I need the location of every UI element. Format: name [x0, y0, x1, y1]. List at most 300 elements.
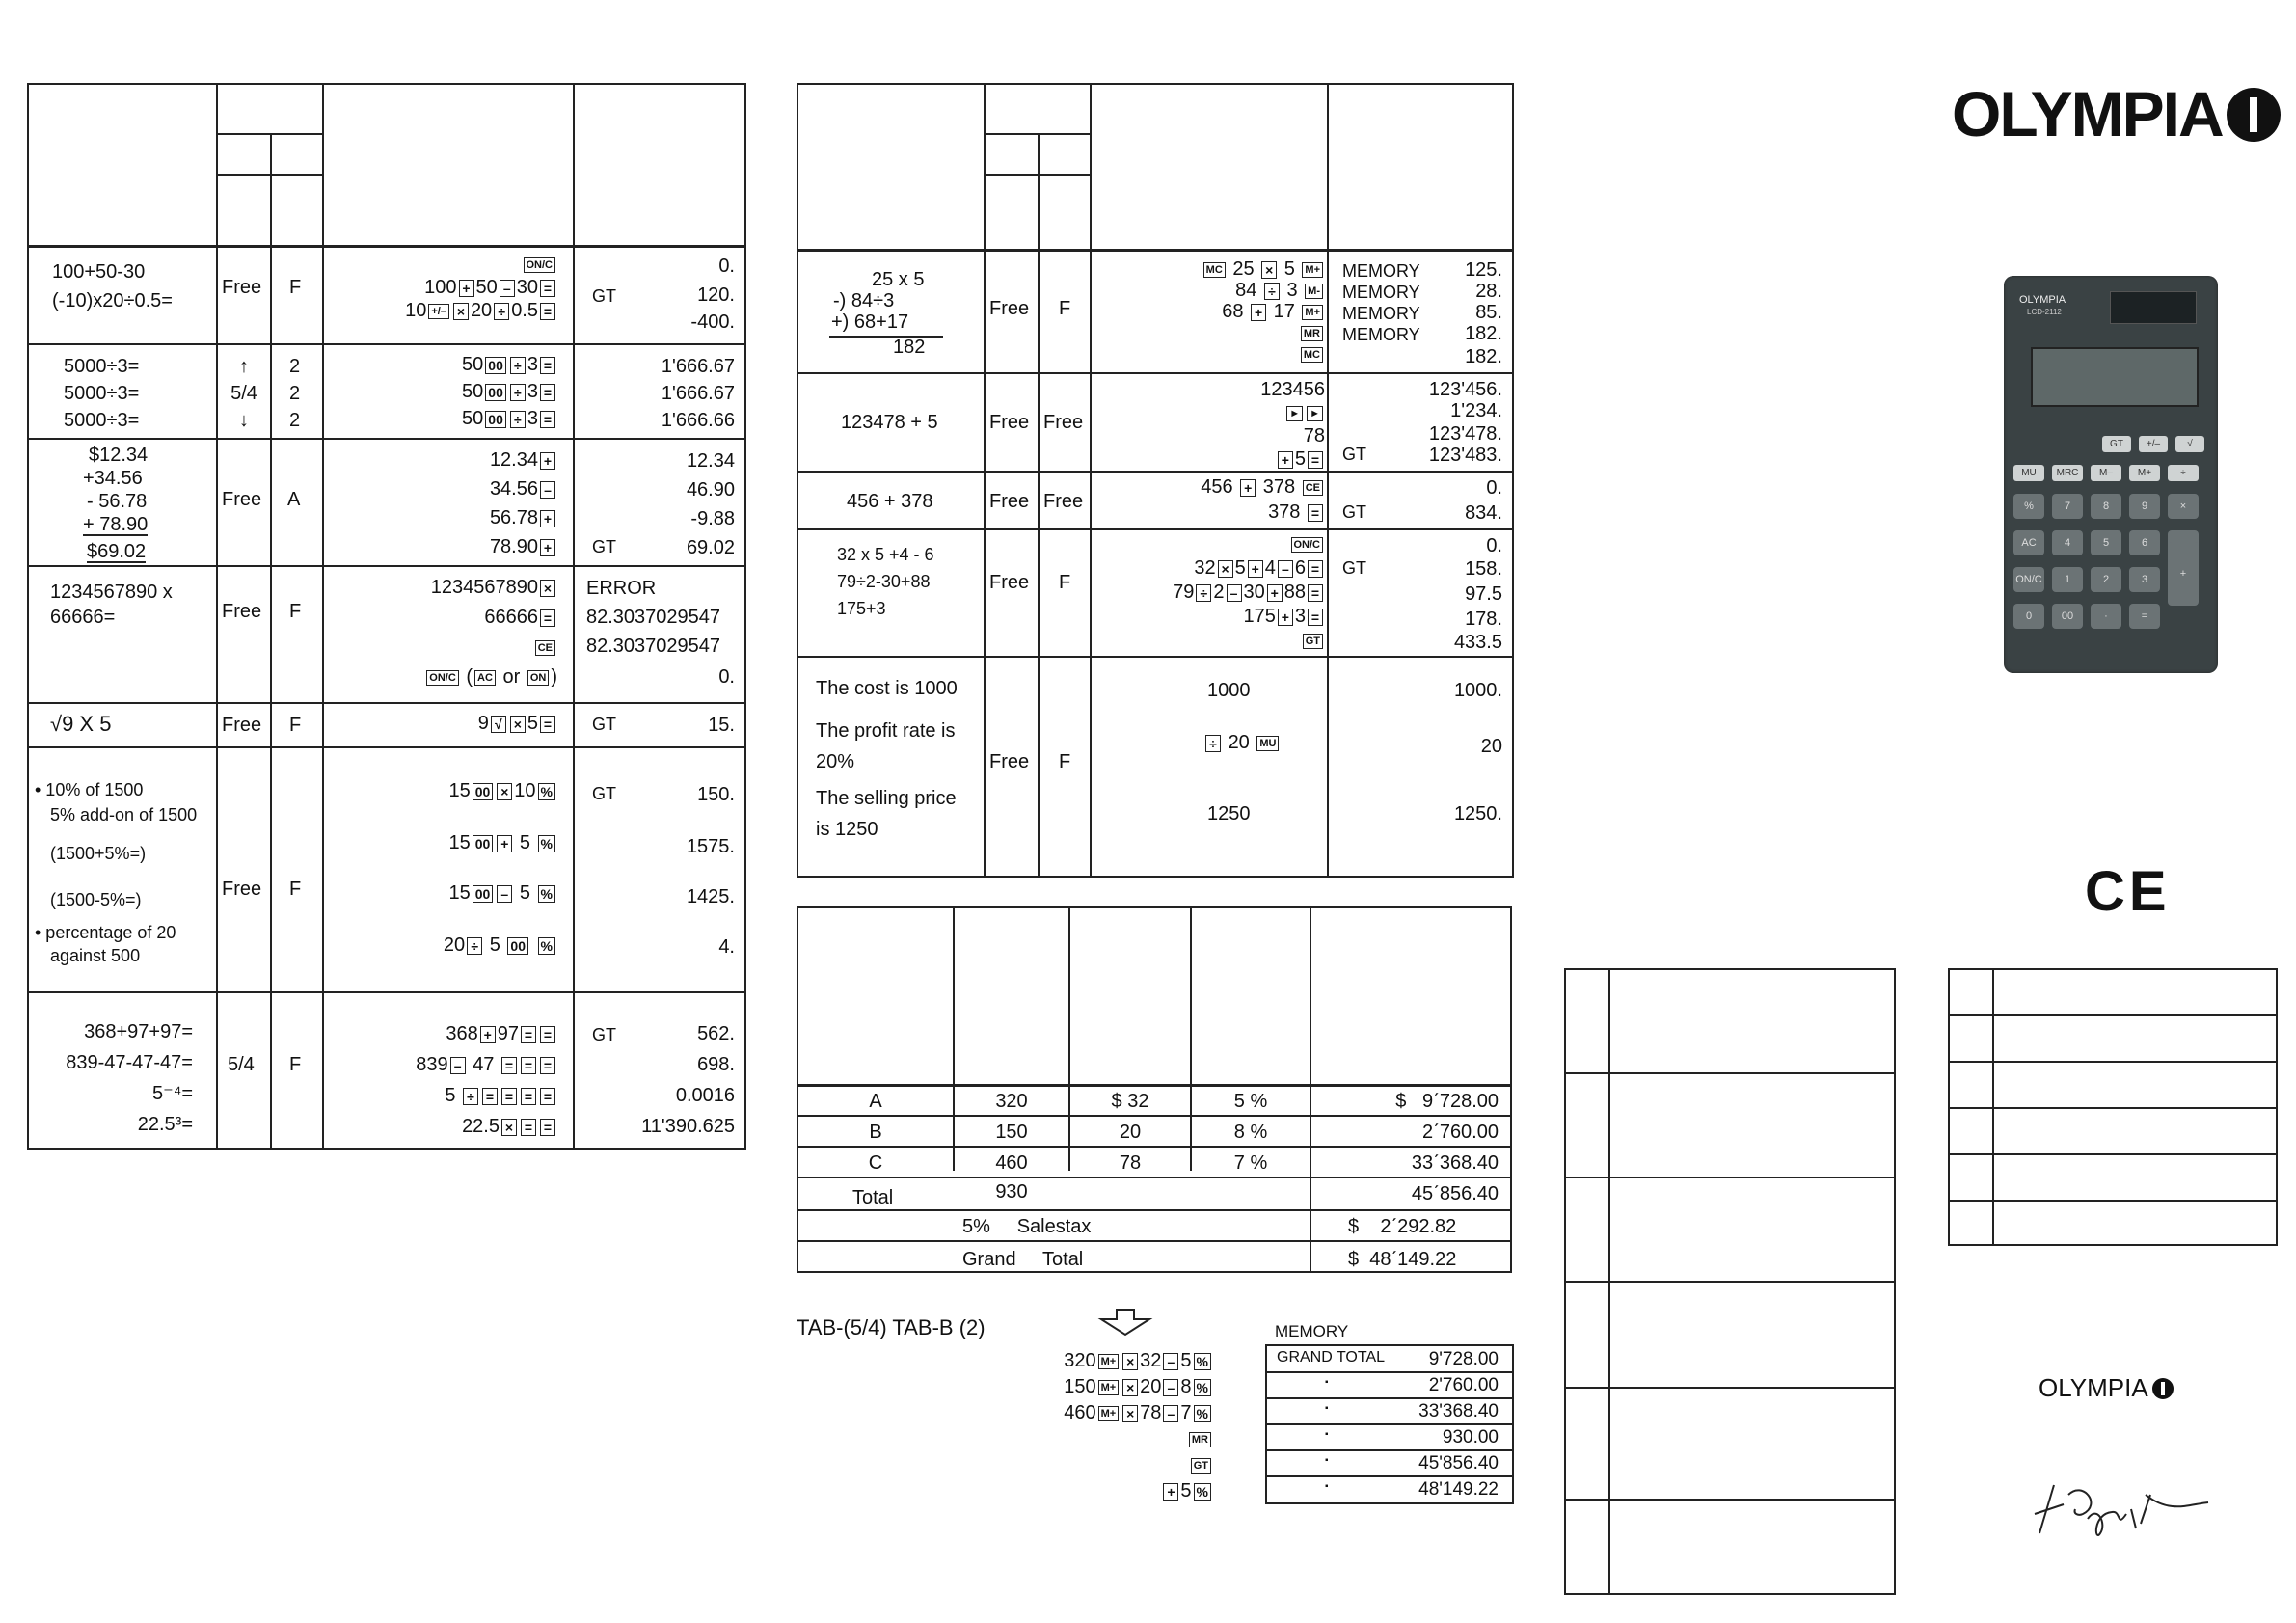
t2-r4-d4: 178.: [1465, 609, 1502, 630]
t2-r1-mem-1: MEMORY: [1342, 261, 1420, 281]
t3-row-2-amount: 33ˊ368.40: [1411, 1152, 1499, 1174]
key-percent: %: [538, 937, 555, 955]
r2-example-3: 5000÷3=: [64, 410, 140, 431]
r6-l3-a: 15: [448, 882, 471, 904]
t2-r5-d3: 1250.: [1453, 803, 1502, 825]
t2-r3-d2: 834.: [1465, 502, 1502, 524]
t2-r1-d2: 28.: [1475, 281, 1502, 302]
memory-row-value: 45'856.40: [1418, 1453, 1499, 1474]
r3-display-2: 46.90: [686, 479, 735, 500]
r3-example-4: + 78.90: [83, 514, 149, 535]
t2-r2-d1: 123'456.: [1428, 379, 1502, 400]
key-divide: ÷: [510, 357, 526, 374]
t2-r1-ex-3: +) 68+17: [831, 311, 909, 333]
r6-example-1: • 10% of 1500: [35, 780, 144, 799]
calc-key: MRC: [2052, 465, 2083, 481]
r4-s2: 66666: [484, 607, 538, 628]
t2-r4-l3-0: 175: [1243, 606, 1276, 627]
r4-mode: F: [289, 601, 302, 622]
r3-example-2: +34.56: [83, 468, 143, 489]
memory-row-value: 48'149.22: [1418, 1479, 1499, 1500]
r2-keys: [462, 351, 557, 432]
key-times: ×: [1218, 560, 1233, 578]
t2-r1-d5: 182.: [1465, 346, 1502, 367]
seq-value: 5: [1180, 1350, 1192, 1371]
r6-mode: F: [289, 879, 302, 900]
memory-row-value: 33'368.40: [1418, 1401, 1499, 1421]
t2-r3-ex: 456 + 378: [847, 491, 933, 512]
r1-s5: 20: [470, 300, 493, 321]
r2-s1: 50: [462, 354, 484, 375]
calculator-image: [2004, 276, 2218, 673]
t3-total-label: Total: [852, 1187, 894, 1208]
r7-display-1: 562.: [697, 1023, 735, 1044]
r7-display-2: 698.: [697, 1054, 735, 1075]
key-equals: =: [482, 1088, 498, 1105]
r7-example-1: 368+97+97=: [84, 1021, 193, 1042]
key-times: ×: [497, 783, 512, 800]
r7-l3-a: 5: [445, 1085, 456, 1106]
r3-gt: GT: [592, 537, 616, 556]
r4-tab: Free: [222, 601, 262, 622]
memory-row-mark: ▪: [1325, 1429, 1329, 1440]
t2-r4-l2-6: 88: [1283, 582, 1306, 603]
calc-key: ×: [2168, 494, 2199, 519]
memory-gt-label: GRAND TOTAL: [1277, 1349, 1386, 1366]
calc-key: 6: [2129, 530, 2160, 555]
r6-keys-3: [448, 881, 557, 905]
key-right-arrow: ►: [1307, 406, 1323, 421]
t2-r5-mode: F: [1059, 751, 1071, 772]
t2-r4-d1: 0.: [1486, 535, 1502, 556]
r7-l1-b: 97: [497, 1023, 519, 1044]
r4-display-3: 82.3037029547: [586, 636, 721, 657]
calc-key: 00: [2052, 604, 2083, 629]
r2-s1: 50: [462, 381, 484, 402]
key-minus: –: [1163, 1379, 1178, 1396]
r2-s2: 3: [527, 408, 538, 429]
key-mr: MR: [1301, 326, 1323, 341]
r4-paren-open: (: [466, 666, 473, 688]
t2-r4-ex-3: 175+3: [837, 599, 886, 618]
key-percent: %: [1194, 1405, 1211, 1422]
calc-model: LCD-2112: [2027, 308, 2062, 316]
t2-r4-ex-1: 32 x 5 +4 - 6: [837, 545, 934, 564]
key-00: 00: [473, 835, 494, 852]
seq-value: 7: [1180, 1402, 1192, 1423]
memory-row-mark: ▪: [1325, 1455, 1329, 1466]
calc-key: ÷: [2168, 465, 2199, 481]
r7-display-3: 0.0016: [675, 1085, 735, 1106]
key-ce: CE: [535, 640, 555, 656]
key-equals: =: [540, 1088, 555, 1105]
key-sqrt: √: [491, 716, 506, 733]
r3-display-3: -9.88: [690, 508, 735, 529]
key-equals: =: [1308, 584, 1323, 602]
calc-key: 1: [2052, 567, 2083, 592]
key-on: ON: [527, 670, 550, 686]
r5-mode: F: [289, 715, 302, 736]
signature-image: [2025, 1475, 2218, 1553]
key-mplus: M+: [1302, 262, 1323, 278]
r6-display-4: 4.: [718, 936, 735, 958]
r1-s4: 10: [405, 300, 427, 321]
t2-r5-tab: Free: [989, 751, 1030, 772]
calc-key: =: [2129, 604, 2160, 629]
t2-r2-tab: Free: [989, 412, 1030, 433]
seq-last-value: 5: [1180, 1480, 1192, 1501]
r3-example-5: $69.02: [87, 541, 147, 562]
r1-s2: 50: [475, 277, 498, 298]
t2-r3-d1: 0.: [1486, 477, 1502, 499]
r5-gt: GT: [592, 715, 616, 734]
calc-display: [2031, 347, 2199, 407]
key-percent: %: [1194, 1483, 1211, 1501]
calc-key: 3: [2129, 567, 2160, 592]
t2-r1-keys: [1202, 258, 1325, 365]
t2-r4-mode: F: [1059, 572, 1071, 593]
memory-box: [1265, 1344, 1514, 1504]
key-mplus: M+: [1098, 1406, 1120, 1421]
logo-text: OLYMPIA: [1952, 78, 2223, 149]
r3-display-4: 69.02: [686, 537, 735, 558]
calc-key: +/–: [2139, 436, 2168, 452]
t2-r1-b3: 17: [1273, 301, 1295, 322]
key-minus: –: [540, 481, 555, 499]
t2-r5-ex-1: The cost is 1000: [816, 678, 958, 699]
key-times: ×: [501, 1119, 517, 1136]
r1-s3: 30: [516, 277, 538, 298]
key-mu: MU: [1256, 736, 1279, 751]
t2-r4-keys: [1173, 532, 1325, 653]
r1-display-1: 0.: [718, 256, 735, 277]
t2-r2-d4: 123'483.: [1428, 445, 1502, 466]
r4-paren-close: ): [551, 666, 557, 688]
r7-example-4: 22.5³=: [137, 1114, 193, 1135]
r2-display-2: 1'666.67: [661, 383, 735, 404]
t3-row-1-amount: 2ˊ760.00: [1422, 1122, 1499, 1143]
key-00: 00: [473, 885, 494, 903]
key-plus: +: [1240, 479, 1256, 497]
r6-example-6: against 500: [50, 946, 141, 965]
r2-tab-1: ↑: [239, 356, 249, 377]
logo-info-icon: [2227, 88, 2281, 142]
key-plusminus: +/–: [428, 304, 449, 319]
key-equals: =: [540, 1057, 555, 1074]
r3-display-1: 12.34: [686, 450, 735, 472]
r5-example: √9 X 5: [50, 712, 112, 736]
ce-mark: CE: [2085, 860, 2171, 923]
small-logo-text: OLYMPIA: [2039, 1373, 2148, 1402]
r3-s3: 56.78: [489, 507, 538, 528]
key-plus: +: [1248, 560, 1263, 578]
t3-row-2-n: C: [868, 1152, 883, 1174]
key-equals: =: [501, 1057, 517, 1074]
calc-key: 9: [2129, 494, 2160, 519]
r2-tab-3: ↓: [239, 410, 249, 431]
key-plus: +: [497, 835, 512, 852]
t2-r4-l2-0: 79: [1173, 582, 1195, 603]
key-times: ×: [1122, 1379, 1138, 1396]
r7-l2-b: 47: [473, 1054, 495, 1075]
invoice-key-sequence: [1064, 1348, 1213, 1504]
seq-value: 32: [1140, 1350, 1162, 1371]
key-equals: =: [521, 1119, 536, 1136]
r2-tab-2: 5/4: [230, 383, 257, 404]
calc-key: 5: [2091, 530, 2121, 555]
key-00: 00: [473, 783, 494, 800]
r2-display-3: 1'666.66: [661, 410, 735, 431]
r2-mode-1: 2: [289, 356, 301, 377]
example-table-2: [797, 83, 1514, 878]
key-plus: +: [1278, 451, 1293, 469]
calc-key: ·: [2091, 604, 2121, 629]
key-gt: GT: [1303, 634, 1323, 649]
t2-r5-d1: 1000.: [1453, 680, 1502, 701]
t3-grand-amount: $ 48ˊ149.22: [1348, 1249, 1457, 1270]
r3-keys: [490, 446, 557, 561]
calc-key: 4: [2052, 530, 2083, 555]
t3-row-1-n: B: [869, 1122, 882, 1143]
r1-display-2: 120.: [697, 284, 735, 306]
t3-row-0-n: A: [869, 1091, 882, 1112]
key-onc: ON/C: [426, 670, 459, 686]
t3-tax-label: 5% Salestax: [962, 1216, 1092, 1237]
r7-tab: 5/4: [228, 1054, 255, 1075]
example-table-1: [27, 83, 746, 1150]
t2-r1-ex-2: -) 84÷3: [833, 290, 895, 311]
key-minus: –: [497, 885, 512, 903]
r7-keys: [416, 1018, 557, 1142]
t2-r5-ex-3: 20%: [816, 751, 855, 772]
key-00: 00: [485, 384, 506, 401]
t2-r2-s1: 123456: [1260, 379, 1325, 400]
r2-mode-2: 2: [289, 383, 301, 404]
r2-example-2: 5000÷3=: [64, 383, 140, 404]
r4-s1: 1234567890: [430, 577, 538, 598]
key-plus: +: [459, 280, 474, 297]
key-times: ×: [1122, 1405, 1138, 1422]
key-equals: =: [540, 411, 555, 428]
r4-or: or: [502, 666, 521, 688]
t2-r5-s2: 20: [1228, 732, 1250, 753]
t2-r1-mem-4: MEMORY: [1342, 325, 1420, 344]
r6-display-1: 150.: [697, 784, 735, 805]
r5-keys: [478, 712, 557, 735]
t3-row-0-amount: $ 9ˊ728.00: [1395, 1091, 1499, 1112]
t2-r5-ex-4: The selling price: [816, 788, 957, 809]
t2-r4-l1-0: 32: [1194, 557, 1216, 579]
r1-example-1: 100+50-30: [52, 261, 146, 283]
key-divide: ÷: [1264, 283, 1280, 300]
t2-r1-a1: 25: [1232, 258, 1255, 280]
key-equals: =: [501, 1088, 517, 1105]
r6-keys-4: [444, 933, 557, 957]
r4-display-1: ERROR: [586, 578, 657, 599]
r4-display-2: 82.3037029547: [586, 607, 721, 628]
r7-mode: F: [289, 1054, 302, 1075]
t2-r1-mem-3: MEMORY: [1342, 304, 1420, 323]
key-equals: =: [540, 357, 555, 374]
r2-example-1: 5000÷3=: [64, 356, 140, 377]
r6-example-4: (1500-5%=): [50, 890, 142, 909]
t2-r5-d2: 20: [1480, 736, 1502, 757]
t2-r5-s1: 1000: [1207, 680, 1251, 701]
t3-row-0-q: 320: [995, 1091, 1028, 1112]
t2-r4-d2: 158.: [1465, 558, 1502, 580]
blank-table-b: [1948, 968, 2278, 1246]
calc-key: √: [2175, 436, 2204, 452]
r2-s2: 3: [527, 381, 538, 402]
key-mplus: M+: [1098, 1354, 1120, 1369]
calc-key: +: [2168, 542, 2199, 606]
t2-r1-b2: 3: [1286, 280, 1298, 301]
t2-r4-l2-2: 2: [1213, 582, 1225, 603]
t2-r1-mem-2: MEMORY: [1342, 283, 1420, 302]
key-equals: =: [1308, 609, 1323, 626]
calc-brand: OLYMPIA: [2019, 294, 2066, 306]
key-times: ×: [510, 716, 526, 733]
r5-s2: 5: [527, 713, 538, 734]
r1-display-3: -400.: [690, 311, 735, 333]
r7-example-3: 5⁻⁴=: [152, 1083, 193, 1104]
t2-r2-d2: 1'234.: [1450, 400, 1502, 421]
t2-r3-gt: GT: [1342, 502, 1366, 522]
key-equals: =: [540, 303, 555, 320]
seq-value: 8: [1180, 1376, 1192, 1397]
r6-keys-1: [448, 779, 557, 802]
t3-row-0-p: $ 32: [1111, 1091, 1149, 1112]
r2-mode-3: 2: [289, 410, 301, 431]
t2-r4-l1-2: 5: [1234, 557, 1246, 579]
memory-row-value: 930.00: [1442, 1427, 1499, 1447]
r3-mode: A: [287, 489, 301, 510]
t2-r1-mode: F: [1059, 298, 1071, 319]
t2-r4-l3-2: 3: [1294, 606, 1306, 627]
seq-value: 150: [1064, 1376, 1096, 1397]
key-plus: +: [1278, 609, 1293, 626]
t2-r1-ex-4: 182: [893, 337, 926, 358]
t2-r1-d3: 85.: [1475, 302, 1502, 323]
key-00: 00: [485, 411, 506, 428]
r1-mode: F: [289, 277, 302, 298]
t3-total-qty: 930: [995, 1181, 1028, 1203]
t2-r3-keys: [1201, 474, 1325, 525]
key-equals: =: [521, 1088, 536, 1105]
t2-r1-d4: 182.: [1465, 323, 1502, 344]
memory-row-mark: ▪: [1325, 1403, 1329, 1414]
seq-value: 78: [1140, 1402, 1162, 1423]
key-percent: %: [538, 783, 555, 800]
r6-example-2: 5% add-on of 1500: [50, 805, 198, 825]
t3-row-2-q: 460: [995, 1152, 1028, 1174]
t3-row-0-pct: 5 %: [1233, 1091, 1268, 1112]
t2-r4-l2-4: 30: [1243, 582, 1265, 603]
key-equals: =: [1308, 451, 1323, 469]
memory-box-title: MEMORY: [1275, 1322, 1349, 1340]
r2-s1: 50: [462, 408, 484, 429]
r6-keys-2: [448, 831, 557, 854]
key-mc: MC: [1301, 347, 1323, 363]
key-onc: ON/C: [524, 257, 556, 273]
key-mplus: M+: [1098, 1380, 1120, 1395]
t2-r4-gt: GT: [1342, 558, 1366, 578]
t3-row-2-pct: 7 %: [1233, 1152, 1268, 1174]
t2-r4-l1-4: 4: [1264, 557, 1276, 579]
r6-display-2: 1575.: [686, 836, 735, 857]
r6-l2-a: 15: [448, 832, 471, 853]
key-equals: =: [540, 1026, 555, 1043]
tab-setting-label: TAB-(5/4) TAB-B (2): [797, 1315, 986, 1339]
t2-r3-s3: 378: [1268, 501, 1301, 523]
key-minus: –: [1163, 1353, 1178, 1370]
r6-l3-b: 5: [519, 882, 530, 904]
key-divide: ÷: [510, 411, 526, 428]
key-equals: =: [521, 1057, 536, 1074]
t2-r1-d1: 125.: [1465, 259, 1502, 281]
t2-r1-tab: Free: [989, 298, 1030, 319]
t2-r4-d5: 433.5: [1453, 632, 1502, 653]
r7-l2-a: 839: [416, 1054, 448, 1075]
key-times: ×: [1261, 261, 1277, 279]
t2-r4-tab: Free: [989, 572, 1030, 593]
key-minus: –: [500, 280, 515, 297]
r1-gt: GT: [592, 286, 616, 306]
r7-l1-a: 368: [446, 1023, 478, 1044]
r7-display-4: 11'390.625: [641, 1116, 735, 1137]
key-minus: –: [1163, 1405, 1178, 1422]
t2-r2-ex: 123478 + 5: [841, 412, 938, 433]
key-equals: =: [1308, 560, 1323, 578]
calc-key: MU: [2013, 465, 2044, 481]
key-equals: =: [540, 1119, 555, 1136]
key-equals: =: [1308, 504, 1323, 522]
calc-key: AC: [2013, 530, 2044, 555]
calc-key: 0: [2013, 604, 2044, 629]
calc-key: 7: [2052, 494, 2083, 519]
memory-row-value: 2'760.00: [1428, 1375, 1499, 1395]
r6-l1-b: 10: [514, 780, 536, 801]
r3-s4: 78.90: [489, 536, 538, 557]
key-percent: %: [538, 885, 555, 903]
key-minus: –: [450, 1057, 466, 1074]
arrow-down-icon: [1097, 1308, 1153, 1337]
blank-table-a: [1564, 968, 1896, 1595]
key-times: ×: [540, 580, 555, 597]
r3-s1: 12.34: [489, 449, 538, 471]
t2-r4-l1-6: 6: [1294, 557, 1306, 579]
r6-display-3: 1425.: [686, 886, 735, 907]
invoice-table: [797, 906, 1512, 1273]
r6-gt: GT: [592, 784, 616, 803]
key-ac: AC: [474, 670, 496, 686]
key-minus: –: [1278, 560, 1293, 578]
key-mr: MR: [1189, 1432, 1211, 1447]
r6-l2-b: 5: [519, 832, 530, 853]
t2-r2-gt: GT: [1342, 445, 1366, 464]
t2-r3-s1: 456: [1201, 476, 1233, 498]
r2-display-1: 1'666.67: [661, 356, 735, 377]
r3-s2: 34.56: [489, 478, 538, 500]
small-logo-info-icon: [2152, 1378, 2174, 1399]
key-gt: GT: [1191, 1458, 1211, 1474]
key-mplus: M+: [1302, 305, 1323, 320]
seq-value: 20: [1140, 1376, 1162, 1397]
memory-row-mark: ▪: [1325, 1481, 1329, 1492]
key-00: 00: [507, 937, 528, 955]
t3-total-amount: 45ˊ856.40: [1411, 1183, 1499, 1204]
t2-r5-s3: 1250: [1207, 803, 1251, 825]
